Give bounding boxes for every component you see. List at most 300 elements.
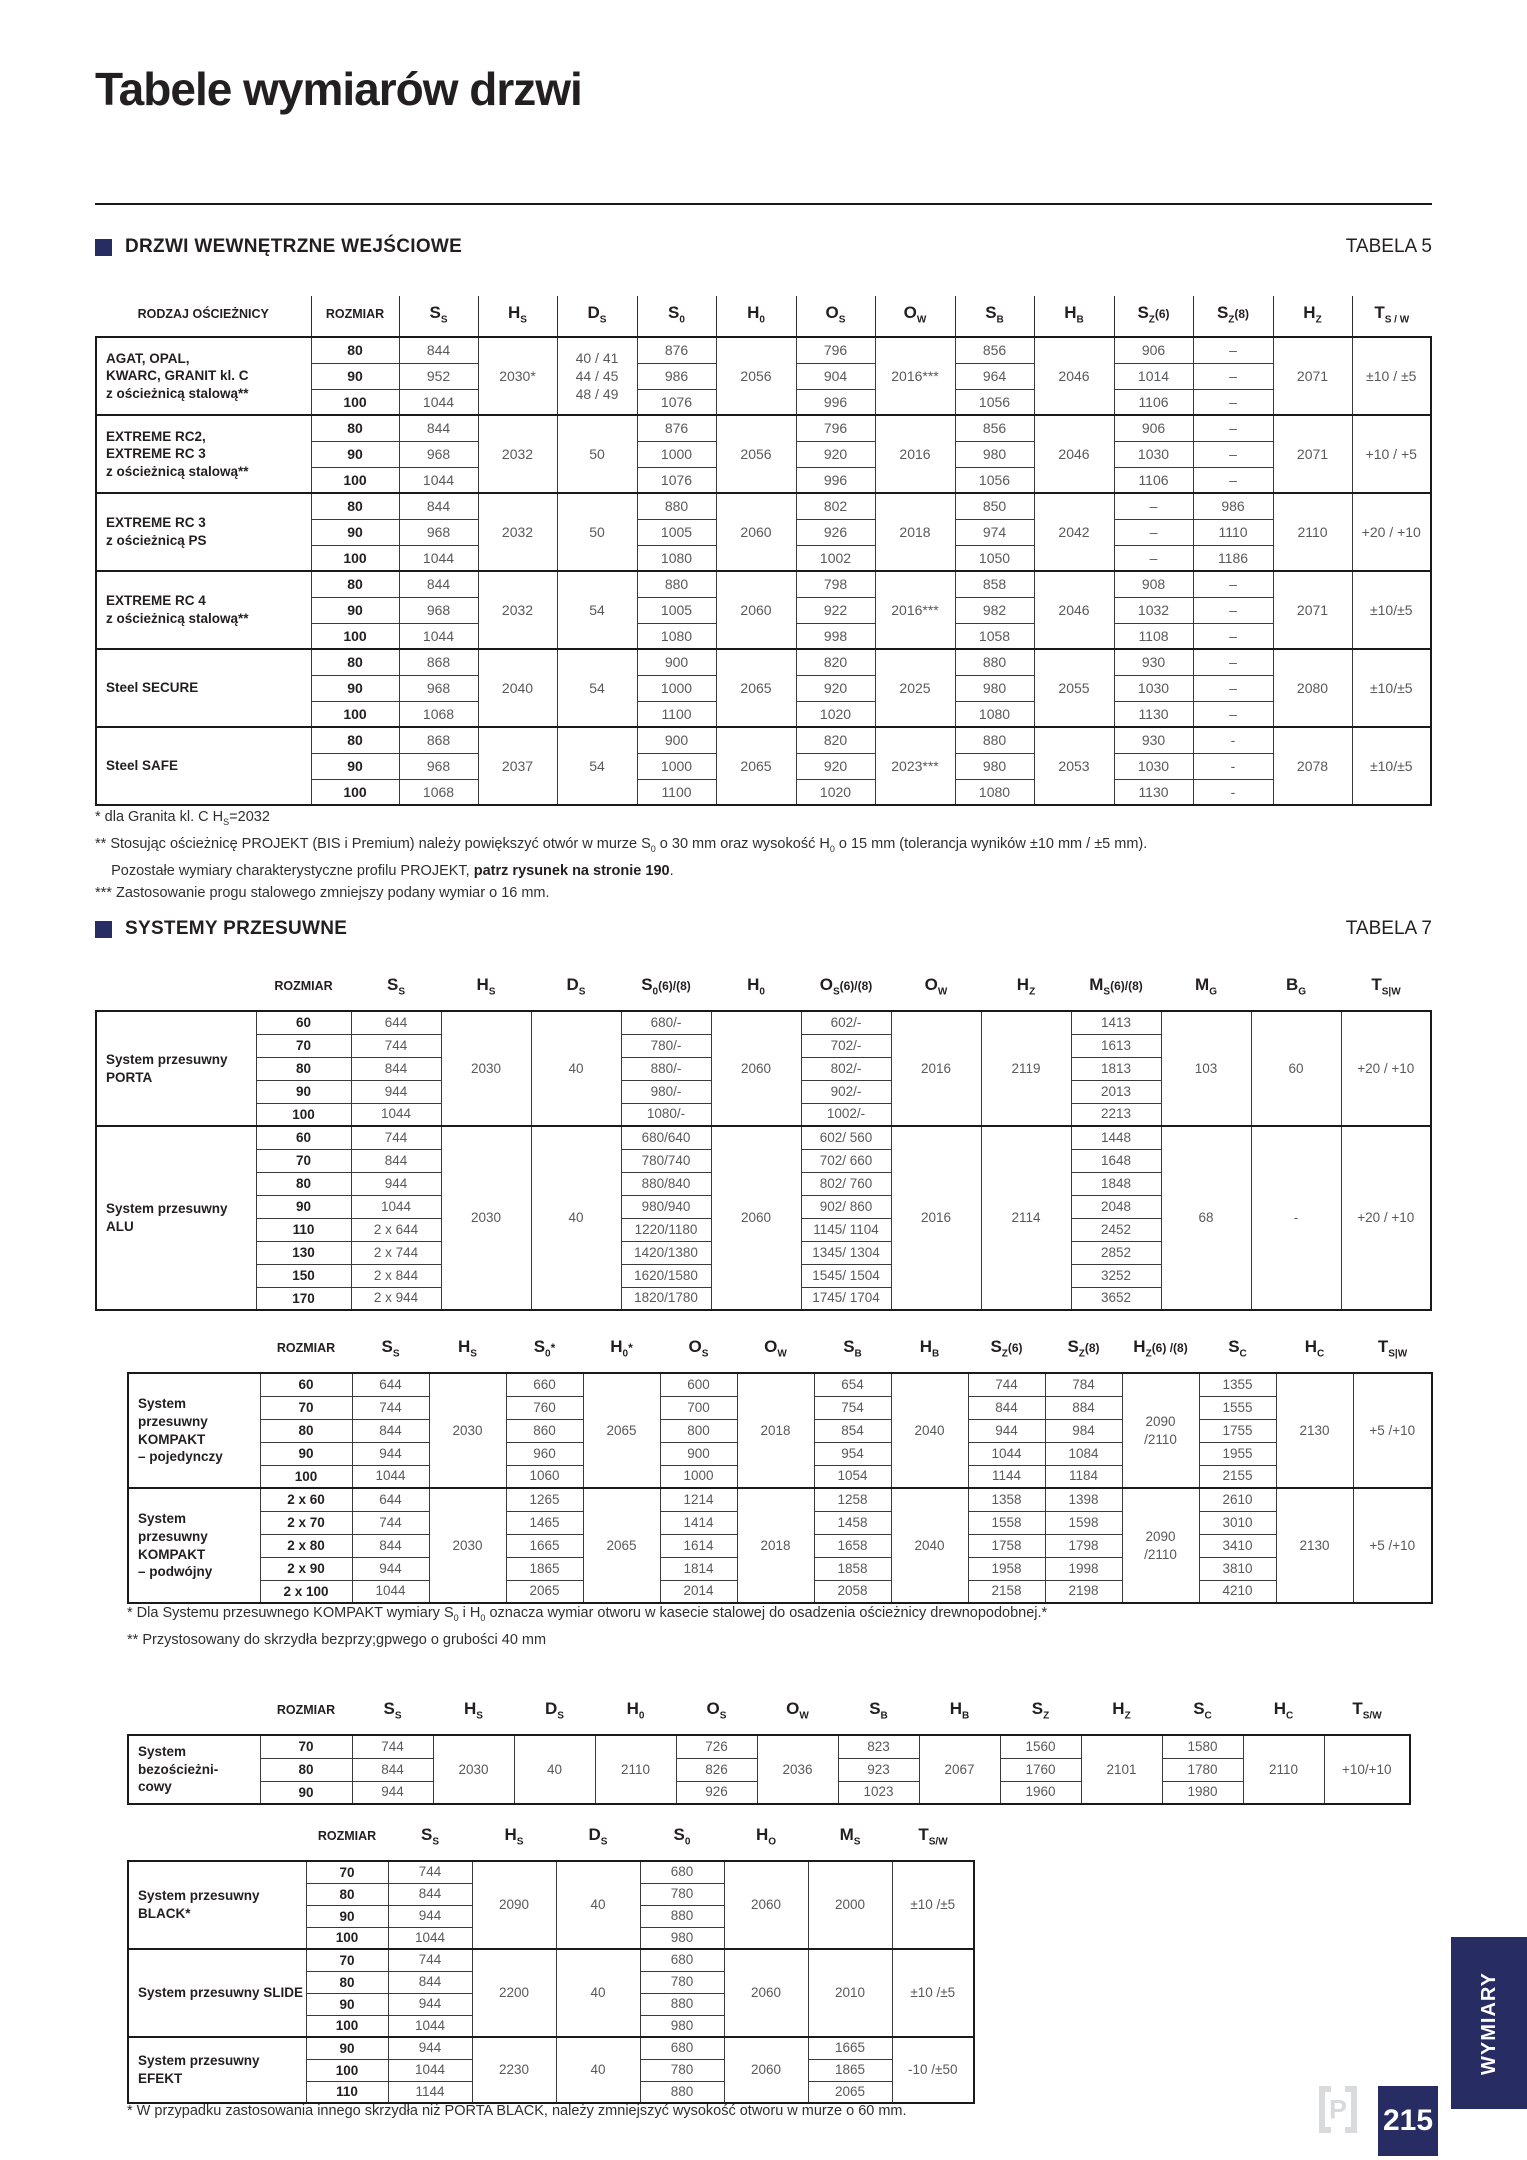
value-cell: 1145/ 1104 [801, 1218, 891, 1241]
value-cell: -10 /±50 [892, 2037, 974, 2103]
value-cell: 1560 [1000, 1735, 1081, 1758]
value-cell: 2037 [478, 727, 557, 805]
column-header: $O_S$ [706, 1698, 727, 1722]
value-cell: 2032 [478, 493, 557, 571]
value-cell: 702/ 660 [801, 1149, 891, 1172]
column-header: $B_G$ [1285, 974, 1307, 998]
value-cell: 2032 [478, 415, 557, 493]
value-cell: 1080 [637, 623, 716, 649]
column-header: $S_S$ [386, 974, 405, 998]
value-cell: 2065 [716, 649, 796, 727]
value-cell: 1100 [637, 701, 716, 727]
value-cell: 1755 [1199, 1419, 1276, 1442]
value-cell: 1080 [637, 545, 716, 571]
value-cell: 2030 [429, 1373, 506, 1488]
value-cell: 1106 [1114, 389, 1193, 415]
footnote-line: Pozostałe wymiary charakterystyczne profilu PROJEKT, patrz rysunek na stronie 190. [95, 862, 674, 879]
value-cell: 980 [955, 753, 1034, 779]
value-cell: 1130 [1114, 701, 1193, 727]
value-cell: 1000 [637, 441, 716, 467]
column-header: $T_{S / W}$ [1352, 296, 1431, 337]
value-cell: 2 x 844 [351, 1264, 441, 1287]
value-cell: 944 [388, 1905, 472, 1927]
value-cell: 1068 [399, 779, 478, 805]
section-bullet-icon [95, 921, 112, 938]
value-cell: +10 / +5 [1352, 415, 1431, 493]
column-header: $H_B$ [919, 1336, 940, 1360]
value-cell: 2114 [981, 1126, 1071, 1310]
column-header: ROZMIAR [276, 1341, 336, 1355]
table-row [96, 571, 1431, 597]
value-cell: 1648 [1071, 1149, 1161, 1172]
value-cell: 960 [506, 1442, 583, 1465]
value-cell: 984 [1045, 1419, 1122, 1442]
value-cell: 1000 [637, 753, 716, 779]
value-cell: 1955 [1199, 1442, 1276, 1465]
size-cell: 90 [311, 519, 399, 545]
size-cell: 100 [311, 545, 399, 571]
value-cell: 700 [660, 1396, 737, 1419]
value-cell: ±10 / ±5 [1352, 337, 1431, 415]
section-title: SYSTEMY PRZESUWNE [125, 918, 348, 939]
value-cell: 1614 [660, 1534, 737, 1557]
group-label-cell: System przesuwny SLIDE [128, 1949, 306, 2037]
value-cell: 2046 [1034, 571, 1114, 649]
value-cell: 40 / 41 44 / 45 48 / 49 [557, 337, 637, 415]
value-cell: 1084 [1045, 1442, 1122, 1465]
table5-footnotes [95, 806, 1432, 904]
group-label-cell: EXTREME RC 3 z ościeżnicą PS [96, 493, 311, 571]
group-label-cell: Steel SECURE [96, 649, 311, 727]
size-cell: 90 [256, 1195, 351, 1218]
value-cell: 680 [640, 1949, 724, 1971]
column-header: $H_S$ [478, 296, 557, 337]
value-cell: 1958 [968, 1557, 1045, 1580]
value-cell: 2025 [875, 649, 955, 727]
column-header: $O_W$ [875, 296, 955, 337]
value-cell: +20 / +10 [1352, 493, 1431, 571]
value-cell: 2065 [716, 727, 796, 805]
value-cell: 744 [968, 1373, 1045, 1396]
value-cell: 1258 [814, 1488, 891, 1511]
value-cell: 844 [399, 493, 478, 519]
column-header: $T_{S/W}$ [918, 1824, 948, 1848]
value-cell: 1044 [352, 1580, 429, 1603]
side-tab-label: WYMIARY [1477, 1971, 1500, 2075]
porta-logo [1319, 2086, 1357, 2133]
value-cell: 50 [557, 493, 637, 571]
column-header: $H_C$ [1273, 1698, 1294, 1722]
value-cell: 944 [388, 2037, 472, 2059]
column-header: $T_{S|W}$ [1377, 1336, 1408, 1360]
group-label-cell: System przesuwny PORTA [96, 1011, 256, 1126]
table-tag: TABELA 7 [1345, 918, 1432, 939]
column-header: ROZMIAR [276, 1703, 336, 1717]
value-cell: 1076 [637, 389, 716, 415]
value-cell: 1558 [968, 1511, 1045, 1534]
value-cell: 1076 [637, 467, 716, 493]
column-header: $H_B$ [949, 1698, 970, 1722]
value-cell: - [1193, 753, 1273, 779]
value-cell: 2016 [875, 415, 955, 493]
value-cell: 2016*** [875, 337, 955, 415]
section-title: DRZWI WEWNĘTRZNE WEJŚCIOWE [125, 236, 463, 257]
value-cell: 1186 [1193, 545, 1273, 571]
value-cell: 1665 [506, 1534, 583, 1557]
table-row [96, 493, 1431, 519]
value-cell: 920 [796, 753, 875, 779]
value-cell: +20 / +10 [1341, 1011, 1431, 1126]
value-cell: 930 [1114, 727, 1193, 753]
value-cell: 996 [796, 467, 875, 493]
column-header: $H_B$ [1034, 296, 1114, 337]
size-cell: 80 [311, 571, 399, 597]
group-label-cell: AGAT, OPAL, KWARC, GRANIT kl. C z ościeżnicą stalową** [96, 337, 311, 415]
value-cell: 3652 [1071, 1287, 1161, 1310]
value-cell: 1144 [968, 1465, 1045, 1488]
column-header: ROZMIAR [311, 296, 399, 337]
value-cell: 2056 [716, 415, 796, 493]
value-cell: 40 [531, 1126, 621, 1310]
value-cell: - [1193, 779, 1273, 805]
value-cell: 2158 [968, 1580, 1045, 1603]
size-cell: 90 [256, 1080, 351, 1103]
size-cell: 60 [256, 1011, 351, 1034]
section-header-entrance-doors [95, 236, 1432, 258]
value-cell: 2060 [711, 1126, 801, 1310]
page-title: Tabele wymiarów drzwi [95, 63, 582, 115]
value-cell: +5 /+10 [1353, 1373, 1432, 1488]
value-cell: 2060 [716, 493, 796, 571]
value-cell: 802 [796, 493, 875, 519]
value-cell: 1044 [351, 1195, 441, 1218]
value-cell: 900 [637, 649, 716, 675]
value-cell: 2060 [711, 1011, 801, 1126]
value-cell: 844 [352, 1534, 429, 1557]
table-row [96, 1011, 1431, 1034]
value-cell: 1044 [399, 467, 478, 493]
size-cell: 80 [306, 1971, 388, 1993]
value-cell: 40 [556, 1949, 640, 2037]
value-cell: 40 [556, 2037, 640, 2103]
footnote-line: *** Zastosowanie progu stalowego zmniejszy podany wymiar o 16 mm. [95, 884, 550, 901]
value-cell: 880 [955, 727, 1034, 753]
value-cell: 744 [352, 1396, 429, 1419]
value-cell: 1044 [388, 1927, 472, 1949]
value-cell: 660 [506, 1373, 583, 1396]
column-header: $T_{S/W}$ [1352, 1698, 1382, 1722]
value-cell: 844 [352, 1419, 429, 1442]
value-cell: 780 [640, 2059, 724, 2081]
column-header: $H_0*$ [610, 1336, 633, 1360]
column-header: $S_B$ [843, 1336, 862, 1360]
value-cell: 2090 [472, 1861, 556, 1949]
value-cell: 1080 [955, 779, 1034, 805]
value-cell: 2065 [506, 1580, 583, 1603]
value-cell: 980 [955, 675, 1034, 701]
value-cell: 2040 [478, 649, 557, 727]
value-cell: 1060 [506, 1465, 583, 1488]
size-cell: 80 [260, 1419, 352, 1442]
footnote-line: * W przypadku zastosowania innego skrzydła niż PORTA BLACK, należy zmniejszyć wysokość otworu w murze o 60 mm. [127, 2103, 907, 2119]
size-cell: 150 [256, 1264, 351, 1287]
column-header: $S_S$ [383, 1698, 402, 1722]
value-cell: 744 [352, 1511, 429, 1534]
column-header: $S_0$ [637, 296, 716, 337]
value-cell: 2078 [1273, 727, 1352, 805]
value-cell: 902/- [801, 1080, 891, 1103]
value-cell: 826 [676, 1758, 757, 1781]
value-cell: 602/ 560 [801, 1126, 891, 1149]
value-cell: 1355 [1199, 1373, 1276, 1396]
column-header: $H_S$ [458, 1336, 477, 1360]
column-header: $O_W$ [764, 1336, 787, 1360]
value-cell: 844 [352, 1758, 433, 1781]
size-cell: 90 [306, 2037, 388, 2059]
column-header: $D_S$ [566, 974, 586, 998]
value-cell: 902/ 860 [801, 1195, 891, 1218]
value-cell: 1458 [814, 1511, 891, 1534]
value-cell: 2042 [1034, 493, 1114, 571]
table-row [96, 727, 1431, 753]
table-row [128, 1949, 974, 1971]
value-cell: – [1193, 363, 1273, 389]
value-cell: – [1193, 571, 1273, 597]
size-cell: 2 x 90 [260, 1557, 352, 1580]
value-cell: 900 [660, 1442, 737, 1465]
value-cell: 744 [388, 1949, 472, 1971]
value-cell: 944 [352, 1557, 429, 1580]
value-cell: 980/940 [621, 1195, 711, 1218]
value-cell: ±10/±5 [1352, 571, 1431, 649]
size-cell: 90 [311, 441, 399, 467]
value-cell: 54 [557, 727, 637, 805]
size-cell: 2 x 70 [260, 1511, 352, 1534]
side-tab-wymiary [1451, 1937, 1527, 2109]
value-cell: 1865 [506, 1557, 583, 1580]
value-cell: 1032 [1114, 597, 1193, 623]
value-cell: 3410 [1199, 1534, 1276, 1557]
value-cell: 2065 [808, 2081, 892, 2103]
size-cell: 100 [260, 1465, 352, 1488]
value-cell: 744 [352, 1735, 433, 1758]
value-cell: 923 [838, 1758, 919, 1781]
value-cell: 880 [640, 1905, 724, 1927]
value-cell: 2071 [1273, 571, 1352, 649]
value-cell: ±10 /±5 [892, 1949, 974, 2037]
value-cell: 880 [637, 493, 716, 519]
value-cell: +10/+10 [1324, 1735, 1410, 1804]
group-label-cell: System przesuwny EFEKT [128, 2037, 306, 2103]
value-cell: 780/- [621, 1034, 711, 1057]
size-cell: 130 [256, 1241, 351, 1264]
size-cell: 110 [256, 1218, 351, 1241]
column-header: $T_{S|W}$ [1371, 974, 1401, 998]
column-header: $O_W$ [786, 1698, 809, 1722]
column-header: $O_S$ [688, 1336, 709, 1360]
value-cell: 1798 [1045, 1534, 1122, 1557]
value-cell: 1960 [1000, 1781, 1081, 1804]
value-cell: 1110 [1193, 519, 1273, 545]
size-cell: 100 [311, 467, 399, 493]
value-cell: 880 [955, 649, 1034, 675]
value-cell: 2610 [1199, 1488, 1276, 1511]
value-cell: 856 [955, 415, 1034, 441]
value-cell: 2200 [472, 1949, 556, 2037]
value-cell: 968 [399, 753, 478, 779]
value-cell: 2030* [478, 337, 557, 415]
value-cell: 926 [676, 1781, 757, 1804]
value-cell: 796 [796, 415, 875, 441]
value-cell: 2030 [441, 1126, 531, 1310]
size-cell: 100 [306, 2059, 388, 2081]
size-cell: 70 [256, 1034, 351, 1057]
column-header: $D_S$ [557, 296, 637, 337]
size-cell: 70 [306, 1949, 388, 1971]
size-cell: 80 [256, 1057, 351, 1080]
value-cell: 850 [955, 493, 1034, 519]
size-cell: 60 [256, 1126, 351, 1149]
value-cell: 1002 [796, 545, 875, 571]
value-cell: 2018 [737, 1373, 814, 1488]
section-header-sliding-systems [95, 918, 1432, 940]
value-cell: 820 [796, 727, 875, 753]
column-header: $S_0$ [673, 1824, 691, 1848]
value-cell: 920 [796, 441, 875, 467]
size-cell: 90 [260, 1442, 352, 1465]
value-cell: 2014 [660, 1580, 737, 1603]
value-cell: 980 [955, 441, 1034, 467]
value-cell: ±10 /±5 [892, 1861, 974, 1949]
group-label-cell: EXTREME RC2, EXTREME RC 3 z ościeżnicą stalową** [96, 415, 311, 493]
value-cell: 1665 [808, 2037, 892, 2059]
value-cell: 1848 [1071, 1172, 1161, 1195]
value-cell: 844 [399, 337, 478, 363]
value-cell: 968 [399, 597, 478, 623]
column-header: $H_S$ [464, 1698, 483, 1722]
size-cell: 70 [260, 1396, 352, 1419]
value-cell: 2046 [1034, 415, 1114, 493]
value-cell: – [1193, 337, 1273, 363]
value-cell: 2119 [981, 1011, 1071, 1126]
value-cell: 800 [660, 1419, 737, 1442]
group-label-cell: EXTREME RC 4 z ościeżnicą stalową** [96, 571, 311, 649]
value-cell: – [1193, 649, 1273, 675]
section-bullet-icon [95, 239, 112, 256]
value-cell: 2130 [1276, 1488, 1353, 1603]
value-cell: 1555 [1199, 1396, 1276, 1419]
value-cell: 780 [640, 1883, 724, 1905]
value-cell: 1414 [660, 1511, 737, 1534]
size-cell: 100 [256, 1103, 351, 1126]
size-cell: 170 [256, 1287, 351, 1310]
value-cell: +20 / +10 [1341, 1126, 1431, 1310]
value-cell: 798 [796, 571, 875, 597]
size-cell: 90 [306, 1993, 388, 2015]
table-row [128, 1861, 974, 1883]
size-cell: 100 [306, 2015, 388, 2037]
value-cell: 880/840 [621, 1172, 711, 1195]
value-cell: 2016 [891, 1126, 981, 1310]
value-cell: 880 [640, 2081, 724, 2103]
value-cell: 2060 [724, 2037, 808, 2103]
value-cell: 1413 [1071, 1011, 1161, 1034]
size-cell: 80 [256, 1172, 351, 1195]
value-cell: 1100 [637, 779, 716, 805]
value-cell: 54 [557, 649, 637, 727]
value-cell: 1058 [955, 623, 1034, 649]
value-cell: 68 [1161, 1126, 1251, 1310]
value-cell: – [1114, 493, 1193, 519]
value-cell: 844 [388, 1971, 472, 1993]
value-cell: 968 [399, 519, 478, 545]
value-cell: 3810 [1199, 1557, 1276, 1580]
value-cell: 780/740 [621, 1149, 711, 1172]
value-cell: 2090 /2110 [1122, 1373, 1199, 1488]
table-sliding-kompakt [127, 1328, 1433, 1604]
value-cell: 930 [1114, 649, 1193, 675]
size-cell: 80 [311, 727, 399, 753]
table-tag: TABELA 5 [1345, 236, 1432, 257]
value-cell: 1358 [968, 1488, 1045, 1511]
value-cell: 1044 [399, 389, 478, 415]
value-cell: 2040 [891, 1373, 968, 1488]
value-cell: 4210 [1199, 1580, 1276, 1603]
value-cell: 802/ 760 [801, 1172, 891, 1195]
table-row [96, 1126, 1431, 1149]
value-cell: 954 [814, 1442, 891, 1465]
group-label-cell: System przesuwny BLACK* [128, 1861, 306, 1949]
value-cell: 2130 [1276, 1373, 1353, 1488]
value-cell: 2155 [1199, 1465, 1276, 1488]
kompakt-footnotes [127, 1602, 1433, 1651]
value-cell: – [1193, 467, 1273, 493]
column-header [128, 1816, 306, 1861]
value-cell: 1780 [1162, 1758, 1243, 1781]
value-cell: 2852 [1071, 1241, 1161, 1264]
value-cell: 906 [1114, 415, 1193, 441]
value-cell: 1214 [660, 1488, 737, 1511]
table-row [128, 1373, 1432, 1396]
value-cell: 2030 [433, 1735, 514, 1804]
value-cell: 726 [676, 1735, 757, 1758]
size-cell: 70 [306, 1861, 388, 1883]
value-cell: 3252 [1071, 1264, 1161, 1287]
size-cell: 100 [311, 779, 399, 805]
footnote-line: ** Przystosowany do skrzydła bezprzy;gpwego o grubości 40 mm [127, 1631, 547, 1648]
table7-sliding-porta-alu [95, 966, 1432, 1311]
value-cell: 968 [399, 675, 478, 701]
column-header: $S_Z(6)$ [1114, 296, 1193, 337]
value-cell: 1044 [399, 623, 478, 649]
size-cell: 90 [311, 597, 399, 623]
title-divider [95, 203, 1432, 205]
value-cell: 1265 [506, 1488, 583, 1511]
value-cell: 944 [351, 1172, 441, 1195]
column-header: $H_Z$ [1016, 974, 1036, 998]
value-cell: 2213 [1071, 1103, 1161, 1126]
value-cell: 1620/1580 [621, 1264, 711, 1287]
value-cell: 1545/ 1504 [801, 1264, 891, 1287]
value-cell: 980 [640, 2015, 724, 2037]
value-cell: 2000 [808, 1861, 892, 1949]
column-header: $H_Z$ [1112, 1698, 1131, 1722]
value-cell: 2080 [1273, 649, 1352, 727]
value-cell: 1345/ 1304 [801, 1241, 891, 1264]
column-header: $S_0(6)/(8)$ [641, 974, 691, 998]
value-cell: 1014 [1114, 363, 1193, 389]
value-cell: 968 [399, 441, 478, 467]
